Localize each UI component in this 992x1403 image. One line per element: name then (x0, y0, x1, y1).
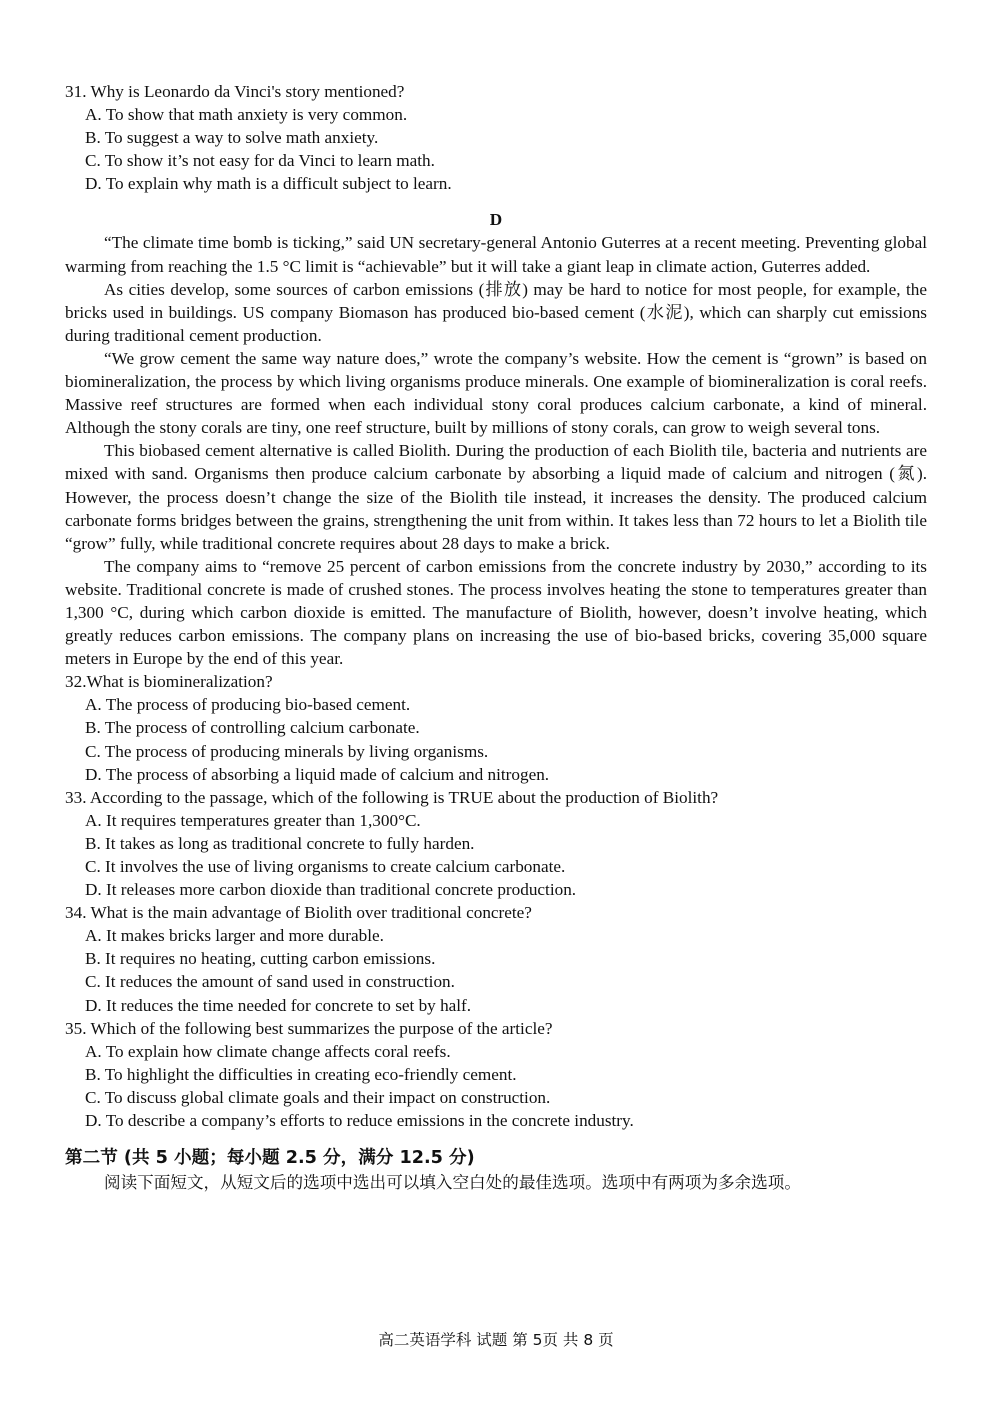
option-d: D. To explain why math is a difficult subject to learn. (85, 174, 452, 194)
question-35 (65, 1017, 927, 1132)
option-d: D. It reduces the time needed for concrete to set by half. (85, 995, 472, 1015)
passage-label: D (489, 210, 503, 230)
option-a: A. It makes bricks larger and more durable. (85, 926, 384, 946)
question-stem: 33. According to the passage, which of the following is TRUE about the production of Biolith? (65, 787, 719, 807)
question-stem: 34. What is the main advantage of Biolith over traditional concrete? (65, 903, 532, 923)
option-b: B. To suggest a way to solve math anxiety. (85, 128, 379, 148)
question-stem: 31. Why is Leonardo da Vinci's story mentioned? (65, 82, 405, 101)
option-c: C. To show it’s not easy for da Vinci to learn math. (85, 151, 435, 171)
option-a: A. It requires temperatures greater than 1,300°C. (85, 810, 421, 830)
option-a: A. To show that math anxiety is very common. (85, 105, 408, 125)
question-stem: 32.What is biomineralization? (65, 672, 273, 692)
exam-page (65, 80, 927, 1195)
option-b: B. It takes as long as traditional concrete to fully harden. (85, 833, 475, 853)
option-d: D. The process of absorbing a liquid made of calcium and nitrogen. (85, 764, 550, 784)
section-instruction: 阅读下面短文，从短文后的选项中选出可以填入空白处的最佳选项。选项中有两项为多余选项。 (104, 1173, 801, 1193)
option-c: C. To discuss global climate goals and their impact on construction. (85, 1087, 551, 1107)
option-a: A. To explain how climate change affects coral reefs. (85, 1041, 451, 1061)
question-31 (65, 80, 927, 195)
paragraph-1: “The climate time bomb is ticking,” said UN secretary-general Antonio Guterres at a recent meeting. Preventing global warming from reaching the 1.5 °C limit is “achievable” but it will take a giant leap in climate action, Guterres added. (65, 233, 927, 276)
paragraph-2: As cities develop, some sources of carbon emissions (排放) may be hard to notice for most people, for example, the bricks used in buildings. US company Biomason has produced bio-based cement (水泥), which can sharply cut emissions during traditional cement production. (65, 279, 927, 345)
option-b: B. It requires no heating, cutting carbon emissions. (85, 949, 436, 969)
option-b: B. To highlight the difficulties in creating eco-friendly cement. (85, 1064, 517, 1084)
option-c: C. The process of producing minerals by living organisms. (85, 741, 489, 761)
question-33 (65, 786, 927, 901)
section-heading: 第二节 (共 5 小题；每小题 2.5 分，满分 12.5 分) (65, 1148, 475, 1169)
question-34 (65, 901, 927, 1016)
option-c: C. It involves the use of living organisms to create calcium carbonate. (85, 857, 566, 876)
option-b: B. The process of controlling calcium carbonate. (85, 718, 420, 738)
option-c: C. It reduces the amount of sand used in construction. (85, 972, 455, 992)
paragraph-5: The company aims to “remove 25 percent of carbon emissions from the concrete industry by 2030,” according to its website. Traditional concrete is made of crushed stones. The process involves heating the stone to temperatures greater than 1,300 °C, during which carbon dioxide is emitted. The manufacture of Biolith, however, doesn’t involve heating, which greatly reduces carbon emissions. The company plans on increasing the use of bio-based bricks, covering 35,000 square meters in Europe by the end of this year. (65, 556, 927, 669)
question-stem: 35. Which of the following best summarizes the purpose of the article? (65, 1018, 553, 1038)
option-a: A. The process of producing bio-based cement. (85, 695, 411, 715)
page-footer: 高二英语学科 试题 第 5页 共 8 页 (378, 1331, 614, 1349)
option-d: D. It releases more carbon dioxide than traditional concrete production. (85, 880, 577, 900)
question-32 (65, 670, 927, 785)
paragraph-4: This biobased cement alternative is called Biolith. During the production of each Biolith tile, bacteria and nutrients are mixed with sand. Organisms then produce calcium carbonate by absorbing a liquid made of calcium and nitrogen (氮). However, the process doesn’t change the size of the Biolith tile instead, it increases the density. The produced calcium carbonate forms bridges between the grains, strengthening the unit from within. It takes less than 72 hours to let a Biolith tile “grow” fully, while traditional concrete requires about 28 days to make a brick. (65, 441, 927, 553)
passage-d (65, 231, 927, 670)
option-d: D. To describe a company’s efforts to reduce emissions in the concrete industry. (85, 1111, 634, 1131)
paragraph-3: “We grow cement the same way nature does,” wrote the company’s website. How the cement is “grown” is based on biomineralization, the process by which living organisms produce minerals. One example of biomineralization is coral reefs. Massive reef structures are formed when each individual stony coral produces calcium carbonate, a kind of mineral. Although the stony corals are tiny, one reef structure, built by millions of stony corals, can grow to weigh several tons. (65, 348, 927, 438)
